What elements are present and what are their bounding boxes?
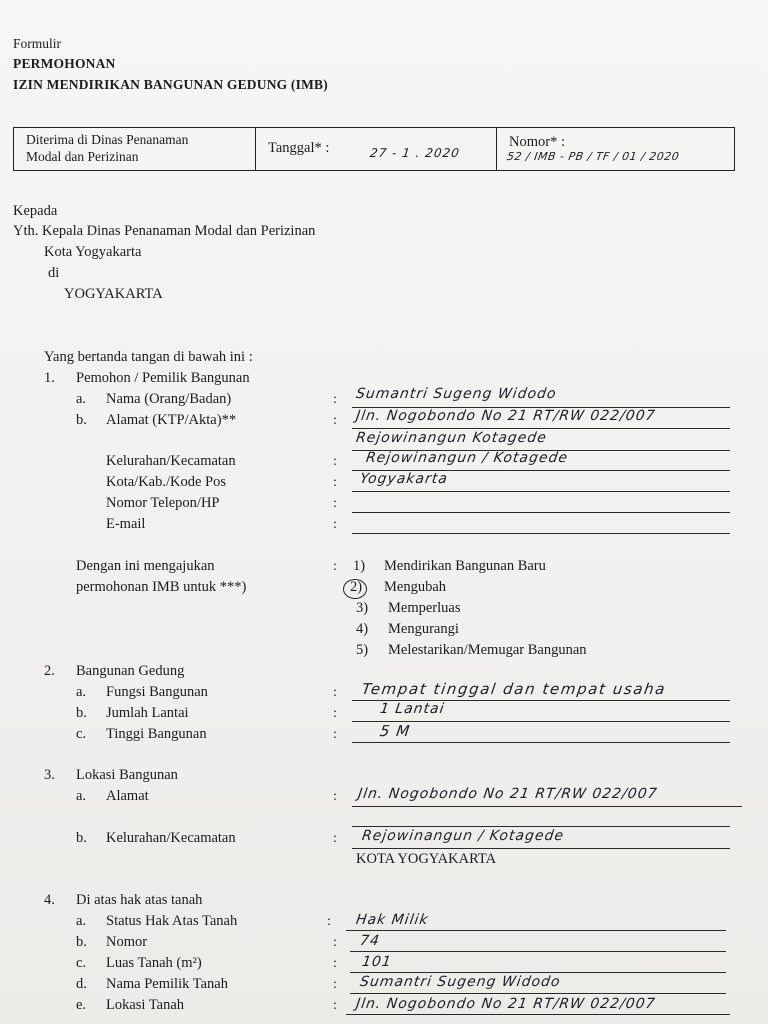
purpose-opt1-label[interactable]: Mendirikan Bangunan Baru (384, 558, 546, 574)
s3-b-underline (352, 848, 730, 849)
purpose-opt5-num[interactable]: 5) (356, 642, 369, 658)
s1-kota-colon: : (333, 475, 337, 490)
s3-b-colon: : (333, 831, 337, 846)
s4-d-label: Nama Pemilik Tanah (106, 976, 228, 992)
form-label: Formulir (13, 36, 62, 51)
received-cell (14, 128, 256, 170)
s4-c-underline (350, 972, 726, 973)
s1-a-colon: : (333, 392, 337, 407)
s2-a-colon: : (333, 685, 337, 700)
purpose-label-1: Dengan ini mengajukan (76, 558, 215, 574)
s4-e-label: Lokasi Tanah (106, 997, 185, 1013)
s2-b-value[interactable]: 1 Lantai (378, 701, 446, 717)
s4-d-letter: d. (76, 976, 87, 992)
s1-a-value[interactable]: Sumantri Sugeng Widodo (354, 386, 558, 402)
purpose-opt5-label[interactable]: Melestarikan/Memugar Bangunan (388, 642, 587, 658)
s4-a-value[interactable]: Hak Milik (354, 912, 430, 928)
section2-number: 2. (44, 663, 55, 679)
s1-a-letter: a. (76, 391, 87, 407)
s1-email-colon: : (333, 517, 337, 532)
s2-b-letter: b. (76, 705, 87, 721)
s4-e-colon: : (333, 998, 337, 1013)
s1-kota-value[interactable]: Yogyakarta (358, 471, 449, 487)
s4-a-colon: : (327, 914, 331, 929)
date-value: 27 - 1 . 2020 (369, 146, 461, 160)
addressee-to: Kepada (13, 203, 58, 219)
section3-title: Lokasi Bangunan (76, 767, 178, 783)
s4-e-value[interactable]: Jln. Nogobondo No 21 RT/RW 022/007 (354, 996, 657, 1012)
s4-e-letter: e. (76, 997, 87, 1013)
section1-title: Pemohon / Pemilik Bangunan (76, 370, 250, 386)
received-label: Diterima di Dinas Penanaman (26, 132, 189, 147)
s1-phone-underline[interactable] (352, 512, 730, 513)
section3-number: 3. (44, 767, 55, 783)
s1-b-value[interactable]: Jln. Nogobondo No 21 RT/RW 022/007 (354, 408, 657, 424)
addressee-line4: YOGYAKARTA (64, 286, 163, 302)
purpose-opt2-num[interactable]: 2) (350, 579, 363, 595)
s3-b-label: Kelurahan/Kecamatan (106, 830, 236, 846)
s1-kota-underline (352, 491, 730, 492)
purpose-opt4-num[interactable]: 4) (356, 621, 369, 637)
s2-a-label: Fungsi Bangunan (106, 684, 208, 700)
s4-b-value[interactable]: 74 (358, 933, 381, 949)
s3-a-underline (352, 806, 742, 807)
s1-kel-value[interactable]: Rejowinangun / Kotagede (364, 450, 570, 466)
s2-c-colon: : (333, 727, 337, 742)
purpose-opt3-label[interactable]: Memperluas (388, 600, 461, 616)
s1-a-label: Nama (Orang/Badan) (106, 391, 232, 407)
s1-b-letter: b. (76, 412, 87, 428)
s2-c-underline (352, 742, 730, 743)
s1-b2-value[interactable]: Rejowinangun Kotagede (354, 430, 548, 446)
s2-c-letter: c. (76, 726, 87, 742)
purpose-colon: : (333, 559, 337, 574)
number-cell (497, 128, 734, 170)
intro-text: Yang bertanda tangan di bawah ini : (44, 349, 253, 365)
number-value: 52 / IMB - PB / TF / 01 / 2020 (506, 150, 681, 163)
form-title-2: IZIN MENDIRIKAN BANGUNAN GEDUNG (IMB) (13, 77, 328, 92)
purpose-opt1-num[interactable]: 1) (353, 558, 366, 574)
s1-email-underline[interactable] (352, 533, 730, 534)
s4-b-letter: b. (76, 934, 87, 950)
purpose-label-2: permohonan IMB untuk ***) (76, 579, 247, 595)
purpose-opt2-label[interactable]: Mengubah (384, 579, 447, 595)
s2-c-label: Tinggi Bangunan (106, 726, 207, 742)
s1-phone-colon: : (333, 496, 337, 511)
date-cell (256, 128, 497, 170)
s1-kota-label: Kota/Kab./Kode Pos (106, 474, 227, 490)
s1-b-colon: : (333, 413, 337, 428)
s1-kel-label: Kelurahan/Kecamatan (106, 453, 236, 469)
receipt-box (13, 127, 735, 171)
purpose-opt3-num[interactable]: 3) (356, 600, 369, 616)
s4-b-label: Nomor (106, 934, 148, 950)
form-title-1: PERMOHONAN (13, 56, 116, 71)
s4-c-label: Luas Tanah (m²) (106, 955, 202, 971)
s4-d-value[interactable]: Sumantri Sugeng Widodo (358, 974, 562, 990)
s1-b-label: Alamat (KTP/Akta)** (106, 412, 237, 428)
s3-a-value[interactable]: Jln. Nogobondo No 21 RT/RW 022/007 (356, 786, 659, 802)
s3-a-label: Alamat (106, 788, 149, 804)
s4-a-underline (346, 930, 726, 931)
s4-d-underline (350, 993, 726, 994)
s4-e-underline (346, 1014, 730, 1015)
s2-b-colon: : (333, 706, 337, 721)
s3-city: KOTA YOGYAKARTA (356, 851, 497, 867)
addressee-line1: Yth. Kepala Dinas Penanaman Modal dan Perizinan (13, 223, 316, 239)
section2-title: Bangunan Gedung (76, 663, 185, 679)
addressee-line3: di (48, 265, 60, 281)
s3-b-letter: b. (76, 830, 87, 846)
s2-a-letter: a. (76, 684, 87, 700)
section1-number: 1. (44, 370, 55, 386)
s4-b-colon: : (333, 935, 337, 950)
s3-a-colon: : (333, 789, 337, 804)
s1-email-label: E-mail (106, 516, 146, 532)
received-label-2: Modal dan Perizinan (26, 149, 139, 164)
s2-a-value[interactable]: Tempat tinggal dan tempat usaha (360, 680, 668, 698)
s3-a-letter: a. (76, 788, 87, 804)
s4-a-label: Status Hak Atas Tanah (106, 913, 238, 929)
s2-b-label: Jumlah Lantai (106, 705, 189, 721)
s2-c-value[interactable]: 5 M (378, 722, 412, 740)
section4-title: Di atas hak atas tanah (76, 892, 203, 908)
s3-b-value[interactable]: Rejowinangun / Kotagede (360, 828, 566, 844)
date-label: Tanggal* : (268, 140, 330, 156)
s1-phone-label: Nomor Telepon/HP (106, 495, 220, 511)
number-label: Nomor* : (509, 134, 565, 150)
s4-b-underline (350, 951, 726, 952)
purpose-opt4-label[interactable]: Mengurangi (388, 621, 459, 637)
s4-c-value[interactable]: 101 (360, 954, 393, 970)
s1-b-underline (352, 428, 730, 429)
s4-c-colon: : (333, 956, 337, 971)
s1-kel-colon: : (333, 454, 337, 469)
s4-d-colon: : (333, 977, 337, 992)
s4-a-letter: a. (76, 913, 87, 929)
s4-c-letter: c. (76, 955, 87, 971)
section4-number: 4. (44, 892, 55, 908)
addressee-line2: Kota Yogyakarta (44, 244, 142, 260)
s3-a2-underline[interactable] (352, 826, 730, 827)
